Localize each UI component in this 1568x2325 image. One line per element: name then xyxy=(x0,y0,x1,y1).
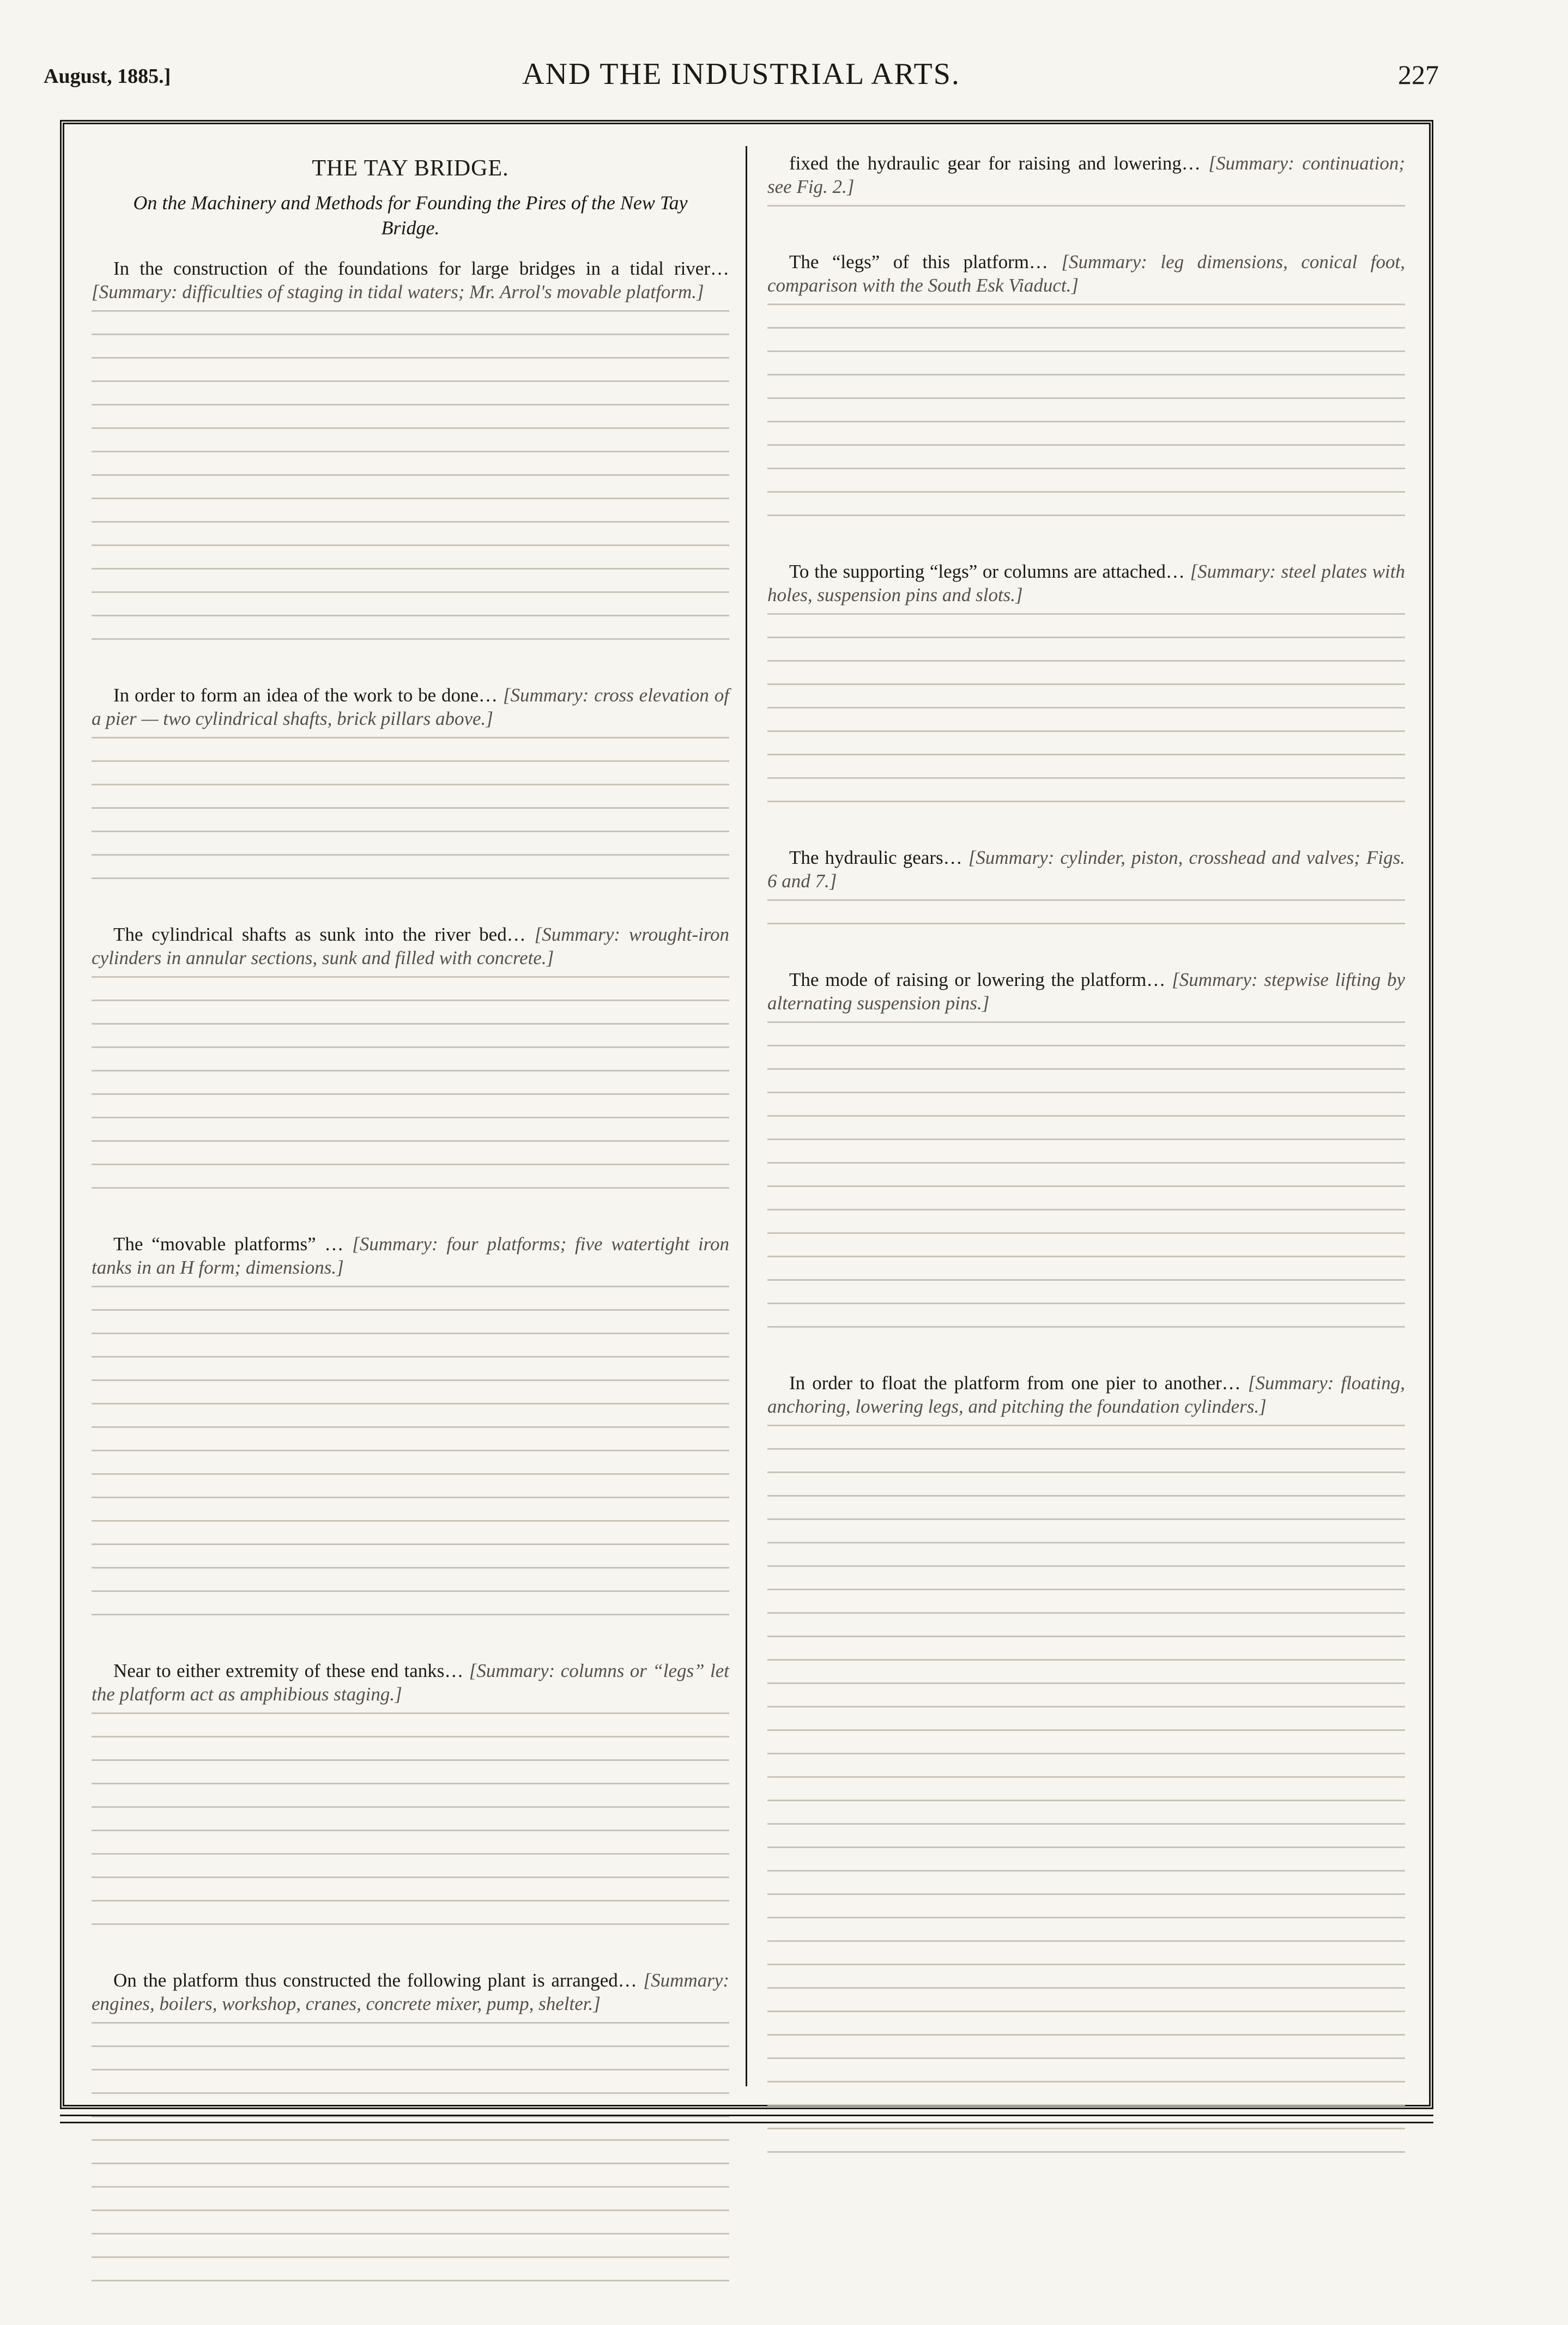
paragraph-summary: [Summary: four platforms; five watertight iron tanks in an H form; dimensions.] xyxy=(92,1233,730,1278)
paragraph-lead: In the construction of the foundations for large bridges in a tidal river… xyxy=(113,258,729,279)
paragraph-summary: [Summary: columns or “legs” let the platform act as amphibious staging.] xyxy=(92,1660,729,1705)
running-header xyxy=(44,49,1439,104)
paragraph-lead: The “legs” of this platform… xyxy=(789,251,1048,273)
text-placeholder-lines xyxy=(767,1021,1405,1349)
text-placeholder-lines xyxy=(92,976,729,1210)
paragraph xyxy=(767,846,1405,946)
paragraph-lead: The mode of raising or lowering the platform… xyxy=(789,969,1166,990)
paragraph-lead: The “movable platforms” … xyxy=(113,1233,344,1255)
paragraph xyxy=(767,152,1405,228)
paragraph xyxy=(767,968,1405,1349)
paragraph xyxy=(767,250,1405,538)
text-placeholder-lines xyxy=(767,899,1405,946)
text-placeholder-lines xyxy=(92,2022,729,2303)
paragraph-lead: The hydraulic gears… xyxy=(789,847,962,868)
column-divider xyxy=(746,146,747,2086)
paragraph xyxy=(92,1659,729,1947)
article-frame xyxy=(60,120,1433,2109)
text-placeholder-lines xyxy=(767,613,1405,824)
text-placeholder-lines xyxy=(92,1712,729,1947)
text-placeholder-lines xyxy=(767,304,1405,538)
paragraph-lead: The cylindrical shafts as sunk into the river bed… xyxy=(113,924,526,945)
paragraph xyxy=(767,560,1405,824)
paragraph-summary: [Summary: stepwise lifting by alternating suspension pins.] xyxy=(767,969,1405,1014)
text-placeholder-lines xyxy=(92,1286,729,1637)
paragraph-summary: [Summary: leg dimensions, conical foot, comparison with the South Esk Viaduct.] xyxy=(767,251,1405,296)
paragraph-lead: In order to form an idea of the work to be done… xyxy=(113,685,498,706)
page-number: 227 xyxy=(1398,59,1439,90)
paragraph-lead: In order to float the platform from one pier to another… xyxy=(789,1372,1241,1394)
paragraph-lead: On the platform thus constructed the following plant is arranged… xyxy=(113,1970,637,1991)
paragraph-lead: To the supporting “legs” or columns are attached… xyxy=(789,561,1185,582)
paragraph xyxy=(92,923,729,1210)
paragraph xyxy=(92,1232,729,1637)
journal-title: AND THE INDUSTRIAL ARTS. xyxy=(522,57,960,91)
text-placeholder-lines xyxy=(767,205,1405,228)
paragraph-summary: [Summary: wrought-iron cylinders in annular sections, sunk and filled with concrete.] xyxy=(92,924,730,968)
paragraph-summary: [Summary: difficulties of staging in tidal waters; Mr. Arrol's movable platform.] xyxy=(92,281,704,302)
text-placeholder-lines xyxy=(767,1425,1405,2175)
issue-date: August, 1885.] xyxy=(44,65,171,88)
paragraph-summary: [Summary: engines, boilers, workshop, cranes, concrete mixer, pump, shelter.] xyxy=(92,1970,729,2014)
paragraph-summary: [Summary: steel plates with holes, suspension pins and slots.] xyxy=(767,561,1405,606)
paragraph-lead: Near to either extremity of these end tanks… xyxy=(113,1660,464,1681)
paragraph xyxy=(92,683,729,901)
left-column xyxy=(92,152,729,2325)
bottom-rule xyxy=(60,2115,1433,2123)
text-placeholder-lines xyxy=(92,737,729,901)
article-subtitle: On the Machinery and Methods for Founding the Pires of the New Tay Bridge. xyxy=(133,192,688,239)
article-title: THE TAY BRIDGE. xyxy=(312,156,509,181)
paragraph xyxy=(92,1969,729,2303)
right-column xyxy=(767,152,1405,2196)
paragraph-lead: fixed the hydraulic gear for raising and lowering… xyxy=(789,153,1201,174)
paragraph-summary: [Summary: cross elevation of a pier — two cylindrical shafts, brick pillars above.] xyxy=(92,685,730,729)
paragraph xyxy=(767,1371,1405,2175)
paragraph-summary: [Summary: cylinder, piston, crosshead and valves; Figs. 6 and 7.] xyxy=(767,847,1406,892)
paragraph xyxy=(92,257,729,662)
paragraph-summary: [Summary: floating, anchoring, lowering legs, and pitching the foundation cylinders.] xyxy=(767,1372,1405,1417)
paragraph-summary: [Summary: continuation; see Fig. 2.] xyxy=(767,153,1405,197)
text-placeholder-lines xyxy=(92,310,729,662)
